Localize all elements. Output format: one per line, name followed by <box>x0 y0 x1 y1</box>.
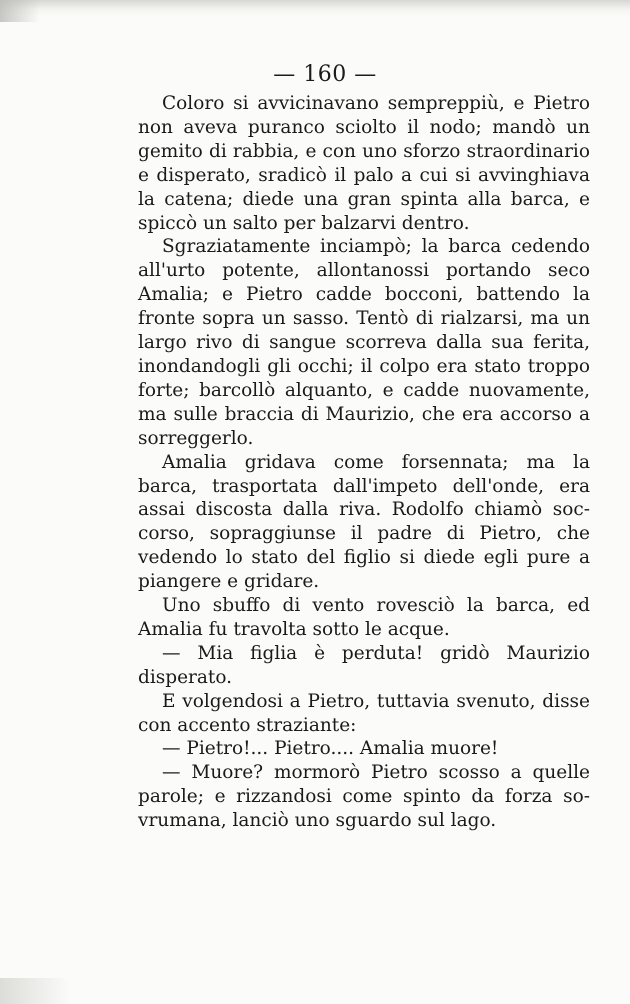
page-bottom-edge <box>0 978 70 1004</box>
paragraph: Coloro si avvicinavano sempreppiù, e Pietro non aveva puranco sciolto il nodo; mandò un gemito di rabbia, e con uno sforzo straordinario e disperato, sradicò il palo a cui si avvinghiava la catena; diede una gran spinta alla barca, e spiccò un salto per balzarvi dentro. <box>138 93 590 234</box>
paragraph: — Pietro!... Pietro.... Amalia muore! <box>162 738 499 760</box>
page-number: — 160 — <box>273 62 377 87</box>
page-body <box>138 92 590 833</box>
paragraph: Amalia gridava come forsennata; ma la barca, trasportata dall'impeto dell'onde, era assai discosta dalla riva. Rodolfo chiamò soccorso, sopraggiunse il padre di Pietro, che vedendo lo stato del figlio si diede egli pure a piangere e gridare. <box>138 451 590 593</box>
page-corner-shadow <box>0 0 40 22</box>
page-top-edge <box>0 0 630 16</box>
paragraph: E volgendosi a Pietro, tuttavia svenuto, disse con accento straziante: <box>138 690 590 736</box>
paragraph: — Muore? mormorò Pietro scosso a quelle parole; e rizzandosi come spinto da forza sovrumana, lanciò uno sguardo sul lago. <box>138 762 590 832</box>
paragraph: Sgraziatamente inciampò; la barca cedendo all'urto potente, allontanossi portando seco Amalia; e Pietro cadde bocconi, battendo la fronte sopra un sasso. Tentò di rialzarsi, ma un largo rivo di sangue scorreva dalla sua ferita, inondandogli gli occhi; il colpo era stato troppo forte; barcollò alquanto, e cadde nuovamente, ma sulle braccia di Maurizio, che era accorso a sorreggerlo. <box>138 236 590 449</box>
paragraph: Uno sbuffo di vento rovesciò la barca, ed Amalia fu travolta sotto le acque. <box>138 595 590 640</box>
paragraph: — Mia figlia è perduta! gridò Maurizio disperato. <box>138 642 590 688</box>
